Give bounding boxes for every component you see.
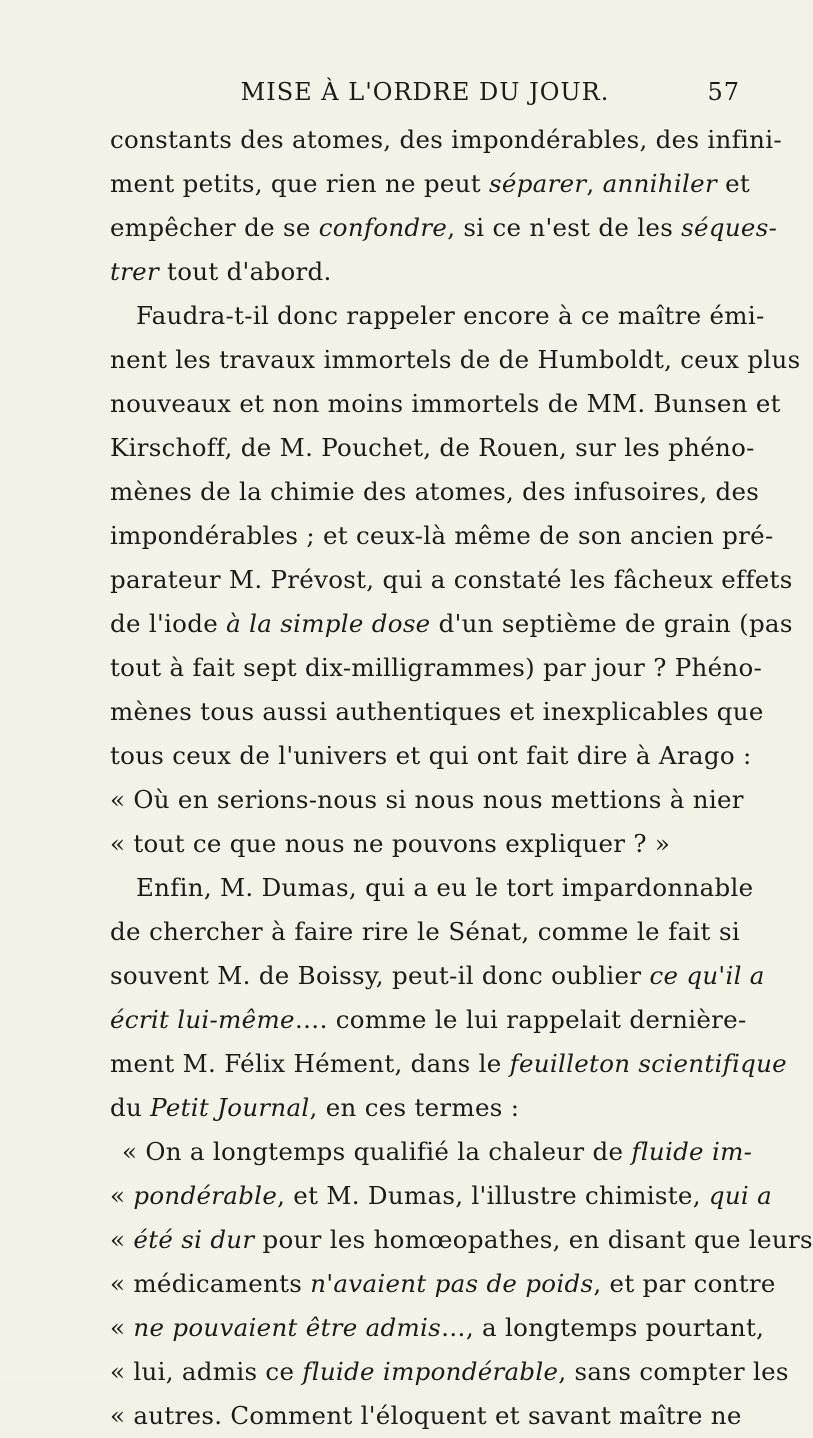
text-line — [110, 1350, 789, 1394]
italic-text: annihiler — [602, 169, 717, 198]
text-run: …. comme le lui rappelait dernière- — [294, 1005, 747, 1034]
text-line — [110, 866, 754, 910]
text-run: Enfin, M. Dumas, qui a eu le tort impardonnable — [136, 873, 754, 902]
page-number: 57 — [707, 78, 740, 106]
text-run: du — [110, 1093, 151, 1122]
text-line — [110, 118, 782, 162]
running-title: MISE À L'ORDRE DU JOUR. — [240, 78, 610, 106]
text-run: ment petits, que rien ne peut — [110, 169, 490, 198]
text-line — [110, 954, 765, 998]
italic-text: été si dur — [133, 1225, 255, 1254]
text-run: et — [716, 169, 751, 198]
text-run: « On a longtemps qualifié la chaleur de — [122, 1137, 632, 1166]
text-run: , si ce n'est de les — [447, 213, 682, 242]
text-line — [110, 1262, 776, 1306]
text-line — [110, 602, 793, 646]
text-line — [110, 558, 793, 602]
text-run: « tout ce que nous ne pouvons expliquer ? » — [110, 829, 671, 858]
text-line — [110, 206, 778, 250]
text-run: tous ceux de l'univers et qui ont fait dire à Arago : — [110, 741, 752, 770]
text-run: Faudra-t-il donc rappeler encore à ce maître émi- — [136, 301, 765, 330]
text-run: « lui, admis ce — [110, 1357, 303, 1386]
body-text — [110, 118, 813, 1438]
text-run: « — [110, 1181, 134, 1210]
text-line — [110, 514, 774, 558]
italic-text: ce qu'il a — [649, 961, 765, 990]
text-line — [110, 162, 751, 206]
text-line — [110, 690, 764, 734]
text-run: nouveaux et non moins immortels de MM. Bunsen et — [110, 389, 781, 418]
text-run: d'un septième de grain (pas — [430, 609, 793, 638]
text-run: impondérables ; et ceux-là même de son ancien pré- — [110, 521, 774, 550]
text-line — [110, 250, 740, 294]
text-line — [110, 382, 781, 426]
text-line — [110, 1042, 787, 1086]
text-line — [110, 470, 760, 514]
text-run: , en ces termes : — [309, 1093, 520, 1122]
text-run: « médicaments — [110, 1269, 311, 1298]
text-run: tout d'abord. — [158, 257, 332, 286]
text-line — [110, 1218, 813, 1262]
text-line — [110, 1306, 765, 1350]
italic-text: séques- — [681, 213, 778, 242]
italic-text: ne pouvaient être admis — [133, 1313, 442, 1342]
text-run: pour les homœopathes, en disant que leurs — [254, 1225, 813, 1254]
text-line — [110, 338, 801, 382]
italic-text: à la simple dose — [226, 609, 431, 638]
text-run: de chercher à faire rire le Sénat, comme le fait si — [110, 917, 740, 946]
text-line — [110, 1174, 773, 1218]
text-run: empêcher de se — [110, 213, 319, 242]
text-run: de l'iode — [110, 609, 227, 638]
text-line — [110, 646, 763, 690]
text-line — [110, 426, 755, 470]
text-run: « — [110, 1313, 134, 1342]
italic-text: écrit lui-même — [110, 1005, 295, 1034]
text-run: « autres. Comment l'éloquent et savant maître ne — [110, 1401, 742, 1430]
text-line — [110, 778, 744, 822]
italic-text: feuilleton scientifique — [509, 1049, 787, 1078]
text-run: , et par contre — [593, 1269, 776, 1298]
italic-text: fluide impondérable — [302, 1357, 559, 1386]
italic-text: qui a — [708, 1181, 773, 1210]
italic-text: fluide im- — [631, 1137, 753, 1166]
italic-text: Petit Journal — [150, 1093, 310, 1122]
text-line — [110, 910, 740, 954]
text-run: Kirschoff, de M. Pouchet, de Rouen, sur les phéno- — [110, 433, 755, 462]
text-line — [110, 1086, 740, 1130]
text-line — [110, 1394, 740, 1438]
text-line — [110, 294, 765, 338]
italic-text: séparer — [489, 169, 587, 198]
text-run: , sans compter les — [558, 1357, 789, 1386]
text-run: mènes tous aussi authentiques et inexplicables que — [110, 697, 764, 726]
italic-text: n'avaient pas de poids — [310, 1269, 594, 1298]
italic-text: pondérable — [133, 1181, 278, 1210]
text-run: …, a longtemps pourtant, — [441, 1313, 765, 1342]
page-header — [110, 78, 740, 112]
text-run: constants des atomes, des impondérables, des infini- — [110, 125, 782, 154]
italic-text: trer — [110, 257, 159, 286]
text-line — [110, 734, 752, 778]
text-run: souvent M. de Boissy, peut-il donc oublier — [110, 961, 650, 990]
italic-text: confondre — [318, 213, 448, 242]
text-run: mènes de la chimie des atomes, des infusoires, des — [110, 477, 760, 506]
text-run: parateur M. Prévost, qui a constaté les fâcheux effets — [110, 565, 793, 594]
text-run: , et M. Dumas, l'illustre chimiste, — [277, 1181, 709, 1210]
text-line — [110, 1130, 753, 1174]
text-run: nent les travaux immortels de de Humboldt, ceux plus — [110, 345, 801, 374]
text-run: « Où en serions-nous si nous nous mettions à nier — [110, 785, 744, 814]
text-run: « — [110, 1225, 134, 1254]
text-run: ment M. Félix Hément, dans le — [110, 1049, 510, 1078]
text-line — [110, 998, 747, 1042]
text-line — [110, 822, 740, 866]
text-run: , — [586, 169, 603, 198]
text-run: tout à fait sept dix-milligrammes) par jour ? Phéno- — [110, 653, 763, 682]
